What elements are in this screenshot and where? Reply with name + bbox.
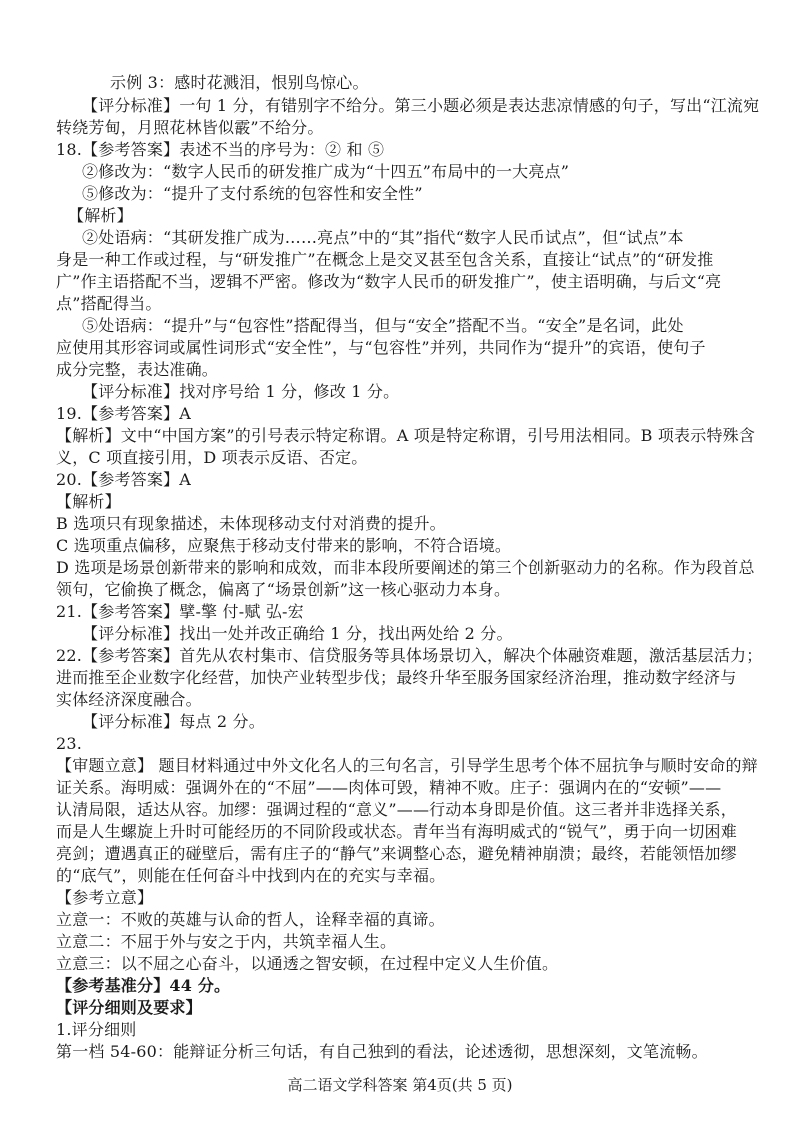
text-line: 而是人生螺旋上升时可能经历的不同阶段或状态。青年当有海明威式的“锐气”，勇于向一切困难 (56, 822, 737, 841)
text-line: C 选项重点偏移，应聚焦于移动支付带来的影响，不符合语境。 (56, 536, 512, 555)
text-line: 【评分细则及要求】 (56, 998, 202, 1017)
text-line: 19.【参考答案】A (56, 404, 192, 423)
text-line: B 选项只有现象描述，未体现移动支付对消费的提升。 (56, 514, 446, 533)
text-line: 第一档 54-60：能辩证分析三句话，有自己独到的看法，论述透彻，思想深刻，文笔流畅。 (56, 1042, 708, 1061)
text-line: 义，C 项直接引用，D 项表示反语、否定。 (56, 448, 368, 467)
text-line: 【解析】 (56, 492, 121, 511)
text-line: 点”搭配得当。 (56, 294, 162, 313)
text-line: 立意三：以不屈之心奋斗，以通透之智安顿，在过程中定义人生价值。 (56, 954, 559, 973)
text-line: 转绕芳甸，月照花林皆似霰”不给分。 (56, 118, 324, 137)
text-line: 【评分标准】一句 1 分，有错别字不给分。第三小题必须是表达悲凉情感的句子，写出“江流宛 (82, 96, 760, 115)
text-line: 立意二：不屈于外与安之于内，共筑幸福人生。 (56, 932, 397, 951)
page-footer: 高二语文学科答案 第4页(共 5 页) (287, 1076, 513, 1094)
text-line: ⑤处语病：“提升”与“包容性”搭配得当，但与“安全”搭配不当。“安全”是名词，此处 (82, 316, 684, 335)
text-line: D 选项是场景创新带来的影响和成效，而非本段所要阐述的第三个创新驱动力的名称。作为段首总 (56, 558, 755, 577)
text-line: 认清局限，适达从容。加缪：强调过程的“意义”——行动本身即是价值。这三者并非选择关系， (56, 800, 737, 819)
text-line: 亮剑；遭遇真正的碰壁后，需有庄子的“静气”来调整心态，避免精神崩溃；最终，若能领悟加缪 (56, 844, 737, 863)
text-line: ⑤修改为：“提升了支付系统的包容性和安全性” (82, 184, 423, 203)
text-line: 示例 3：感时花溅泪，恨别鸟惊心。 (110, 73, 369, 92)
text-line: 【参考基准分】44 分。 (56, 976, 231, 995)
text-line: 【评分标准】找对序号给 1 分，修改 1 分。 (82, 382, 400, 401)
text-line: 20.【参考答案】A (56, 470, 192, 489)
text-line: 应使用其形容词或属性词形式“安全性”，与“包容性”并列，共同作为“提升”的宾语，使句子 (56, 338, 706, 357)
text-line: 【解析】文中“中国方案”的引号表示特定称谓。A 项是特定称谓，引号用法相同。B 项表示特殊含 (56, 426, 756, 445)
text-line: 成分完整，表达准确。 (56, 360, 219, 379)
text-line: 22.【参考答案】首先从农村集市、信贷服务等具体场景切入，解决个体融资难题，激活基层活力； (56, 646, 763, 665)
text-line: 18.【参考答案】表述不当的序号为：② 和 ⑤ (56, 140, 385, 159)
text-line: 【评分标准】找出一处并改正确给 1 分，找出两处给 2 分。 (82, 624, 513, 643)
text-line: 的“底气”，则能在任何奋斗中找到内在的充实与幸福。 (56, 866, 446, 885)
text-line: 身是一种工作或过程，与“研发推广”在概念上是交叉甚至包含关系，直接让“试点”的“研发推 (56, 250, 714, 269)
text-line: 广”作主语搭配不当，逻辑不严密。修改为“数字人民币的研发推广”，使主语明确，与后文“亮 (56, 272, 722, 291)
text-line: 【参考立意】 (56, 888, 154, 907)
text-line: 进而推至企业数字化经营，加快产业转型步伐；最终升华至服务国家经济治理，推动数字经济与 (56, 668, 737, 687)
text-line: 23. (56, 734, 83, 753)
text-line: ②修改为：“数字人民币的研发推广成为“十四五”布局中的一大亮点” (82, 162, 570, 181)
text-line: 【评分标准】每点 2 分。 (82, 712, 265, 731)
text-line: 21.【参考答案】擘-擎 付-赋 弘-宏 (56, 602, 304, 621)
text-line: 【审题立意】 题目材料通过中外文化名人的三句名言，引导学生思考个体不屈抗争与顺时安命的辩 (56, 756, 758, 775)
text-line: 领句，它偷换了概念，偏离了“场景创新”这一核心驱动力本身。 (56, 580, 511, 599)
text-line: 立意一：不败的英雄与认命的哲人，诠释幸福的真谛。 (56, 910, 445, 929)
text-line: ②处语病：“其研发推广成为……亮点”中的“其”指代“数字人民币试点”，但“试点”本 (82, 228, 684, 247)
text-line: 【解析】 (68, 206, 133, 225)
text-line: 实体经济深度融合。 (56, 690, 202, 709)
text-line: 1.评分细则 (56, 1020, 137, 1039)
text-line: 证关系。海明威：强调外在的“不屈”——肉体可毁，精神不败。庄子：强调内在的“安顿”—— (56, 778, 722, 797)
